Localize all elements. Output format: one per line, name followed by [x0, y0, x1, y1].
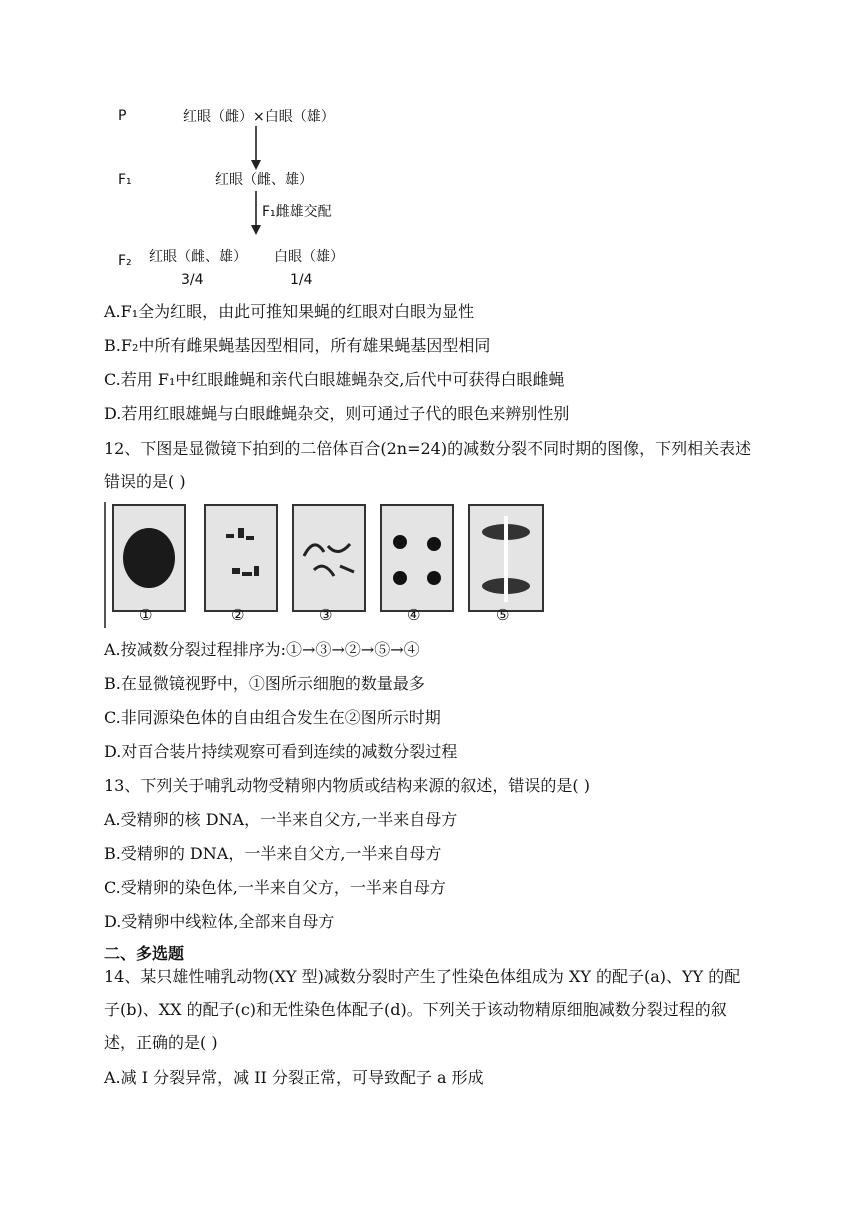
section-title: 二、多选题 — [104, 944, 185, 963]
q12-option-d: D.对百合装片持续观察可看到连续的减数分裂过程 — [104, 742, 458, 761]
f2-white-text: 白眼（雄） — [274, 249, 344, 265]
f2-red-ratio: 3/4 — [181, 272, 204, 288]
micrograph-label-1: ① — [139, 606, 153, 624]
micrograph-5 — [468, 504, 544, 612]
q12-stem: 12、下图是显微镜下拍到的二倍体百合(2n=24)的减数分裂不同时期的图像，下列相关表述错误的是( ) — [104, 439, 752, 491]
q14-stem: 14、某只雄性哺乳动物(XY 型)减数分裂时产生了性染色体组成为 XY 的配子(a)、YY 的配子(b)、XX 的配子(c)和无性染色体配子(d)。下列关于该动物精原细胞减数分裂过程的叙述，正确的是( ) — [104, 967, 741, 1052]
strip-border — [104, 502, 106, 628]
micrograph-label-4: ④ — [407, 606, 421, 624]
arrow-down-icon — [246, 126, 266, 170]
f1-result-text: 红眼（雌、雄） — [215, 172, 313, 188]
micrograph-label-2: ② — [231, 606, 245, 624]
q12-option-c: C.非同源染色体的自由组合发生在②图所示时期 — [104, 708, 441, 727]
q11-option-d: D.若用红眼雄蝇与白眼雌蝇杂交，则可通过子代的眼色来辨别性别 — [104, 404, 570, 423]
q14-option-a: A.减 I 分裂异常，减 II 分裂正常，可导致配子 a 形成 — [104, 1068, 484, 1087]
generation-p-label: P — [118, 108, 127, 124]
micrograph-2 — [204, 504, 278, 612]
q11-option-a: A.F₁全为红眼，由此可推知果蝇的红眼对白眼为显性 — [104, 302, 475, 321]
q13-stem: 13、下列关于哺乳动物受精卵内物质或结构来源的叙述，错误的是( ) — [104, 776, 590, 795]
q11-option-b: B.F₂中所有雌果蝇基因型相同，所有雄果蝇基因型相同 — [104, 336, 491, 355]
q13-option-c: C.受精卵的染色体,一半来自父方，一半来自母方 — [104, 878, 446, 897]
micrograph-label-5: ⑤ — [496, 606, 510, 624]
micrograph-label-3: ③ — [319, 606, 333, 624]
q12-option-a: A.按减数分裂过程排序为:①→③→②→⑤→④ — [104, 640, 420, 659]
generation-f1-label: F₁ — [118, 172, 132, 188]
f2-red-text: 红眼（雌、雄） — [149, 249, 247, 265]
micrograph-1 — [112, 504, 186, 612]
micrograph-4 — [380, 504, 454, 612]
p-cross-text: 红眼（雌）×白眼（雄） — [183, 109, 335, 125]
q11-option-c: C.若用 F₁中红眼雌蝇和亲代白眼雄蝇杂交,后代中可获得白眼雌蝇 — [104, 370, 565, 389]
mating-note: F₁雌雄交配 — [262, 204, 332, 220]
f2-white-ratio: 1/4 — [290, 272, 313, 288]
q13-option-b: B.受精卵的 DNA，一半来自父方,一半来自母方 — [104, 844, 442, 863]
micrograph-3 — [292, 504, 366, 612]
generation-f2-label: F₂ — [118, 253, 132, 269]
q12-option-b: B.在显微镜视野中，①图所示细胞的数量最多 — [104, 674, 425, 693]
q13-option-d: D.受精卵中线粒体,全部来自母方 — [104, 912, 335, 931]
q13-option-a: A.受精卵的核 DNA，一半来自父方,一半来自母方 — [104, 810, 458, 829]
